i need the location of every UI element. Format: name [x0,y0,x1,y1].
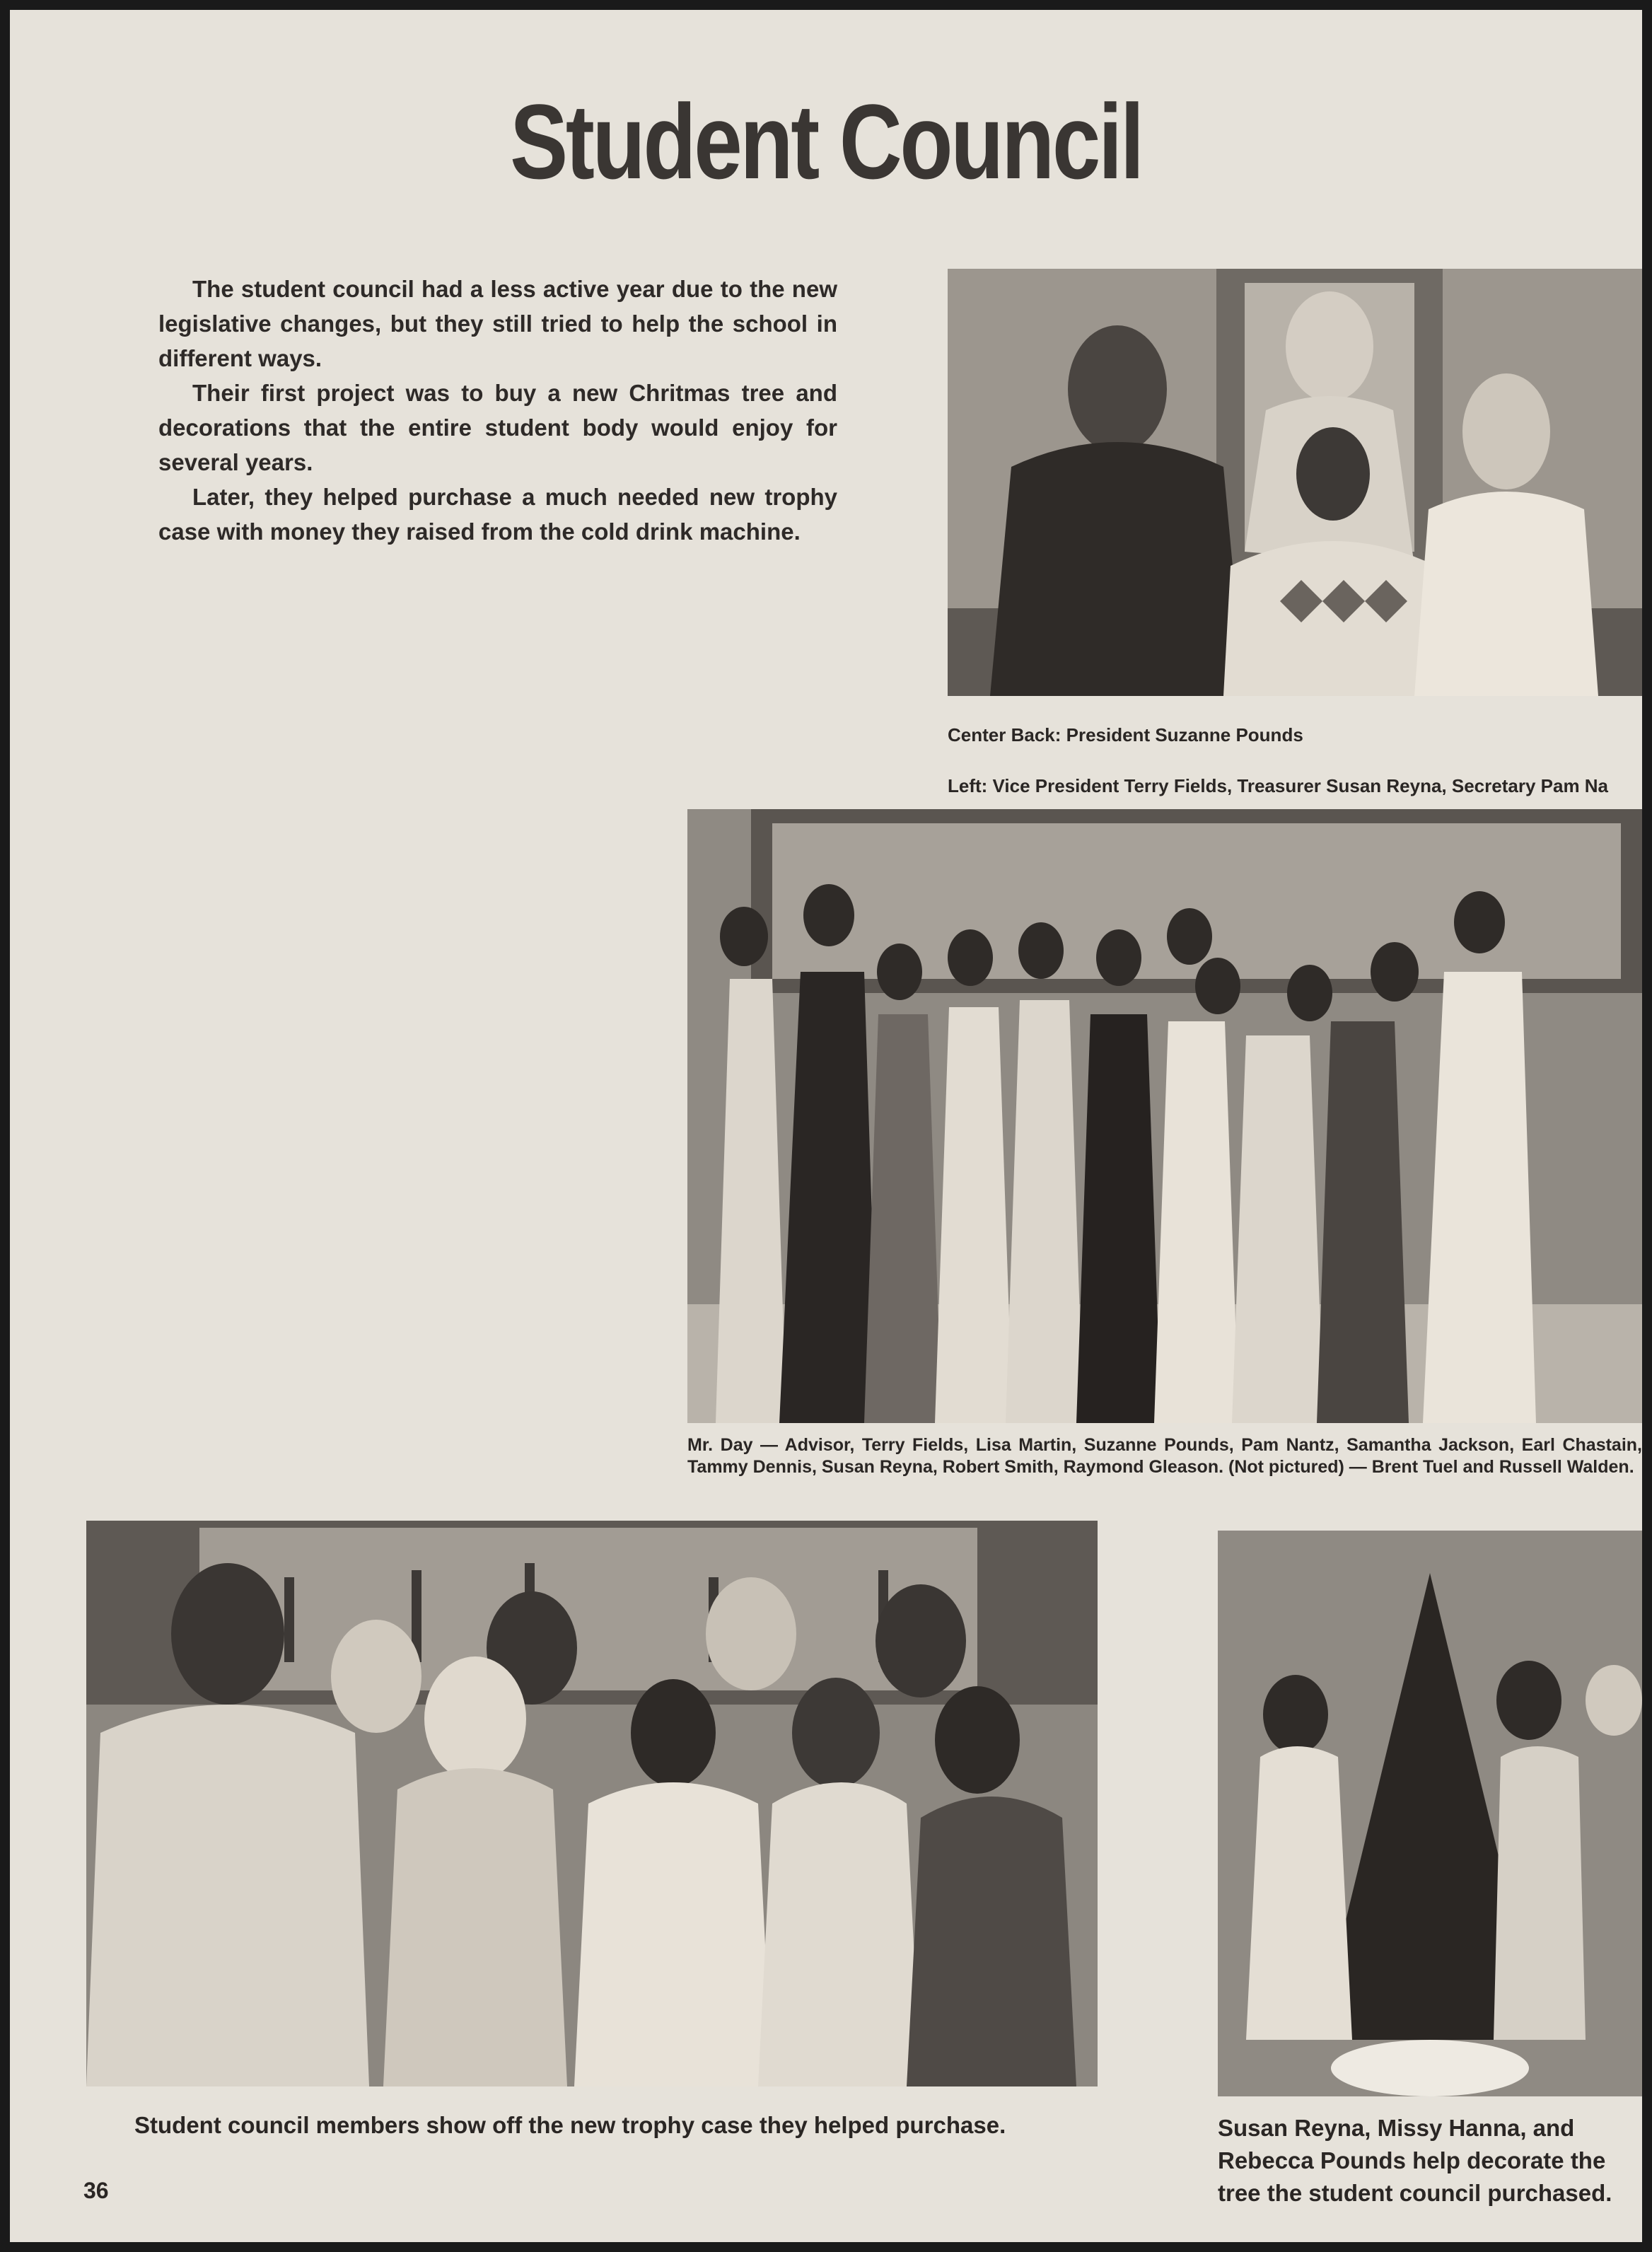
trophy-case-photo [86,1521,1098,2086]
page-number: 36 [83,2178,109,2203]
christmas-tree-caption: Susan Reyna, Missy Hanna, and Rebecca Pounds help decorate the tree the student council purchased. [1218,2115,1612,2206]
officers-caption-1: Center Back: President Suzanne Pounds [948,724,1303,745]
intro-text [158,272,837,549]
intro-paragraph-2: Their first project was to buy a new Chritmas tree and decorations that the entire student body would enjoy for several years. [158,380,837,475]
trophy-case-caption: Student council members show off the new trophy case they helped purchase. [134,2112,1006,2138]
yearbook-page [10,10,1642,2242]
intro-paragraph-1: The student council had a less active year due to the new legislative changes, but they still tried to help the school in different ways. [158,276,837,371]
page-title: Student Council [510,82,1142,201]
christmas-tree-photo [1218,1531,1642,2096]
officers-caption-2: Left: Vice President Terry Fields, Treasurer Susan Reyna, Secretary Pam Na [948,775,1609,796]
group-caption: Mr. Day — Advisor, Terry Fields, Lisa Martin, Suzanne Pounds, Pam Nantz, Samantha Jackson, Earl Chastain, Tammy Dennis, Susan Reyna, Robert Smith, Raymond Gleason. (Not pictured) — Brent Tuel and Russell Walden. [687,1435,1642,1477]
officers-photo [948,269,1642,696]
intro-paragraph-3: Later, they helped purchase a much needed new trophy case with money they raised from the cold drink machine. [158,484,837,545]
group-photo [687,809,1642,1423]
